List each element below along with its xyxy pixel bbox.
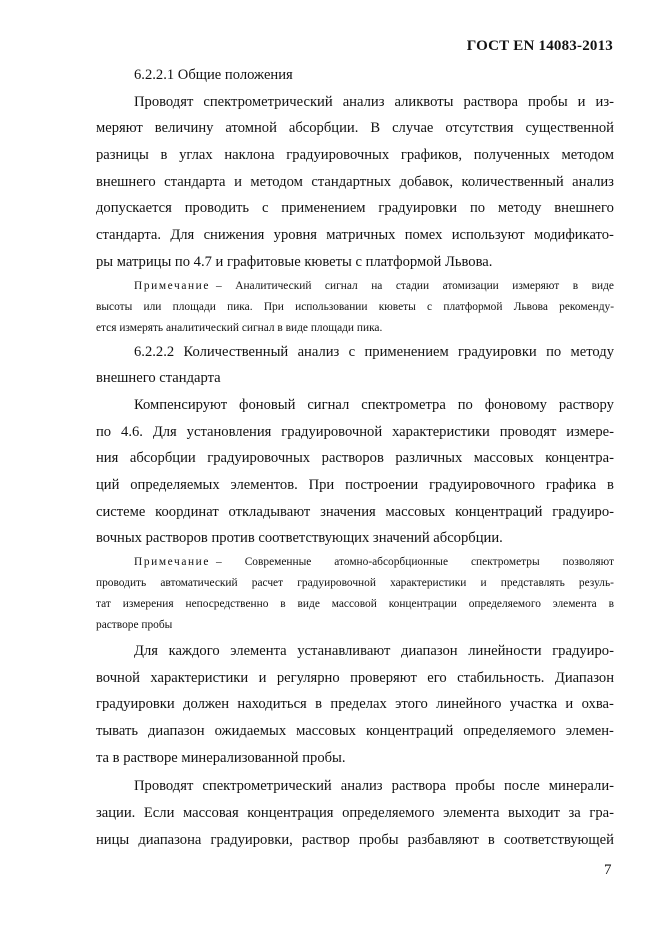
word: раствора [463,93,518,110]
word: добавок, [399,173,453,190]
word: атомно-абсорбционные [334,556,449,568]
word: определяемого [342,805,435,822]
word: растворов [321,450,384,467]
word: раствор [301,831,350,848]
word: позволяют [562,556,614,568]
paragraph [96,89,614,276]
document-body [96,62,614,854]
word: диапазон [401,643,458,659]
word: наклона [224,147,275,164]
word: фоновый [239,396,296,413]
word: находиться [237,696,307,713]
word: в [315,696,323,713]
word: элемента [443,805,500,822]
word: сигнал [324,279,358,292]
word: участка [509,696,558,713]
word: проводят [499,423,557,440]
word: ций [96,476,120,493]
word: Если [143,805,175,822]
word: и [480,577,487,589]
word: характеристики [390,577,467,589]
word: определяемого [468,598,541,610]
word: фоновому [484,396,547,413]
word: массовой [331,598,377,610]
word: меряют [96,120,143,137]
word: стандарта [164,173,226,190]
word: ния [96,450,119,467]
word: методу [570,343,614,360]
word: по [469,200,486,217]
word: использовании [295,300,368,313]
word: в [608,598,614,610]
word: спектрометрический [202,778,332,795]
word: ницы [96,831,130,848]
word: высоты [96,300,133,313]
text-line [134,638,614,665]
word: пределах [330,696,387,713]
section-heading-6-2-2-1: 6.2.2.1 Общие положения [134,67,293,83]
word: охва- [581,696,614,713]
word: стандарта. [96,227,162,244]
word: применением [281,200,366,217]
word: раствора [391,778,447,795]
word: градуировочных [207,450,311,467]
word: количественный [461,173,564,190]
word: гра- [589,805,614,822]
standard-header: ГОСТ EN 14083-2013 [466,38,613,54]
word: линейного [436,696,502,713]
word: виде [591,279,614,292]
word: после [503,778,540,795]
word: концентра- [545,450,614,467]
note-text [216,552,614,573]
word: методом [250,173,303,190]
word: Диапазон [554,669,614,686]
word: Количественный [183,343,289,360]
word: устанавливают [297,643,391,659]
word: градуировки [96,696,175,713]
word: Компенсируют [134,396,228,413]
word: в [572,279,579,292]
word: полученных [473,147,550,164]
word: тывать [96,723,139,740]
word: минерали- [548,778,614,795]
word: и [258,669,267,686]
word: разбавляют [407,831,479,848]
word: – [216,556,222,568]
word: углах [179,147,213,164]
note-line [134,276,614,297]
word: отсутствия [445,120,514,137]
word: концентраций [365,723,454,740]
text-line [96,691,614,718]
word: – [216,279,222,292]
word: стандартных [311,173,392,190]
text-line [96,169,614,196]
text-line [96,115,614,142]
word: проводить [184,200,250,217]
word: вочной [96,669,140,686]
text-line [134,773,614,800]
word: снижения [203,227,265,244]
word: значения [320,503,376,520]
word: абсорбции. [288,120,359,137]
word: пробы [455,778,495,795]
word: площади [172,300,216,313]
text-line: та в растворе минерализованной пробы. [96,749,346,766]
word: кюветы [378,300,416,313]
word: градуиро- [552,643,614,659]
page-number: 7 [604,862,612,878]
note [96,276,614,339]
word: за [568,805,581,822]
word: методом [561,147,614,164]
word: стадии [395,279,430,292]
word: измере- [566,423,614,440]
word: разницы [96,147,149,164]
word: анализ [340,778,383,795]
word: платформой [443,300,503,313]
word: тат [96,598,111,610]
word: этого [395,696,428,713]
word: соответствующей [503,831,614,848]
word: градуировки, [210,831,293,848]
paragraph [96,638,614,771]
word: матричных [326,227,396,244]
word: измерения [122,598,174,610]
text-line [96,472,614,499]
word: Для [152,423,177,440]
note-label: Примечание [134,556,211,568]
word: должен [183,696,230,713]
word: по [457,396,473,413]
word: расчет [251,577,284,589]
word: резуль- [578,577,614,589]
text-line [96,195,614,222]
word: в [487,831,495,848]
word: пика. [227,300,253,313]
word: из- [595,93,614,110]
word: линейности [468,643,542,659]
word: уровня [273,227,317,244]
word: Львова [513,300,548,313]
word: анализ [572,173,614,190]
word: концентраций [455,503,543,520]
word: в [607,476,614,493]
text-line [96,142,614,169]
note-line [134,552,614,573]
word: пробы [527,93,568,110]
word: каждого [168,643,220,659]
note-label: Примечание [134,279,211,292]
word: стабильность. [457,669,545,686]
word: выходит [508,805,560,822]
word: внешнего [554,200,614,217]
word: спектрометры [470,556,540,568]
word: автоматический [160,577,238,589]
word: анализ [297,343,340,360]
word: концентрация [247,805,334,822]
word: и [565,696,574,713]
word: абсорбции [129,450,196,467]
word: спектрометрический [203,93,333,110]
word: градуировочных [286,147,390,164]
word: градуировочного [429,476,536,493]
word: по [546,343,562,360]
word: При [263,300,284,313]
note-line [96,573,614,594]
word: анализ [342,93,385,110]
word: Проводят [134,93,194,110]
word: установления [186,423,272,440]
word: с [261,200,269,217]
word: и [234,173,242,190]
word: атомной [225,120,277,137]
word: его [427,669,447,686]
word: элемента [552,598,597,610]
paragraph [96,773,614,853]
text-line: вочных растворов против соответствующих значений абсорбции. [96,530,503,547]
text-line [96,222,614,249]
word: Современные [244,556,312,568]
word: Для [134,643,158,659]
word: виде [297,598,320,610]
word: Для [170,227,195,244]
word: определяемого [463,723,556,740]
word: элемента [230,643,287,659]
word: определяемых [130,476,220,493]
word: спектрометра [361,396,446,413]
word: элементов. [230,476,298,493]
text-line [96,827,614,854]
word: градуировочной [281,423,383,440]
word: графика [545,476,597,493]
word: откладывают [228,503,311,520]
word: градуировочной [297,577,376,589]
section-heading-6-2-2-2 [134,339,614,366]
word: градуировки [378,200,458,217]
note-text [216,276,614,297]
note-line: ется измерять аналитический сигнал в виде площади пика. [96,321,383,334]
text-line [96,800,614,827]
word: построении [345,476,419,493]
word: проверяют [350,669,417,686]
text-line [96,419,614,446]
word: В [370,120,381,137]
word: 4.6. [121,423,143,440]
text-line [96,499,614,526]
word: на [371,279,383,292]
word: в [280,598,286,610]
text-line [134,392,614,419]
text-line [96,718,614,745]
section-heading-continuation: внешнего стандарта [96,370,221,387]
text-line [96,445,614,472]
word: в [160,147,168,164]
word: 6.2.2.2 [134,343,175,360]
word: модификато- [533,227,614,244]
word: различных [395,450,463,467]
word: и [577,93,586,110]
word: допускается [96,200,172,217]
word: измеряют [512,279,560,292]
word: массовых [385,503,446,520]
word: случае [392,120,434,137]
text-line [96,665,614,692]
word: градуировки [458,343,537,360]
word: существенной [525,120,614,137]
word: внешнего [96,173,156,190]
word: раствору [558,396,614,413]
word: диапазона [138,831,202,848]
word: массовых [296,723,356,740]
paragraph [96,392,614,552]
note-line: растворе пробы [96,619,173,631]
word: характеристики [150,669,249,686]
word: непосредственно [185,598,269,610]
word: характеристики [392,423,490,440]
word: сигнал [307,396,350,413]
word: зации. [96,805,136,822]
note-line [96,594,614,615]
word: координат [155,503,219,520]
note-line [96,297,614,318]
word: атомизации [442,279,499,292]
word: помех [404,227,443,244]
text-line [134,89,614,116]
word: Аналитический [235,279,312,292]
text-line: ры матрицы по 4.7 и графитовые кюветы с платформой Львова. [96,253,493,270]
word: используют [451,227,525,244]
word: пробы [358,831,399,848]
word: диапазон [148,723,205,740]
word: концентрации [388,598,457,610]
word: с [348,343,356,360]
word: графиков, [400,147,463,164]
word: рекоменду- [559,300,614,313]
word: массовая [182,805,239,822]
word: При [308,476,335,493]
word: ожидаемых [214,723,287,740]
word: применением [364,343,449,360]
word: или [143,300,162,313]
word: системе [96,503,146,520]
note [96,552,614,636]
word: массовых [473,450,534,467]
word: Проводят [134,778,194,795]
word: представлять [500,577,565,589]
word: по [96,423,112,440]
word: регулярно [276,669,340,686]
word: проводить [96,577,147,589]
word: элемен- [565,723,614,740]
word: с [427,300,433,313]
word: методу [497,200,542,217]
word: градуиро- [552,503,614,520]
word: аликвоты [394,93,454,110]
word: величину [154,120,214,137]
